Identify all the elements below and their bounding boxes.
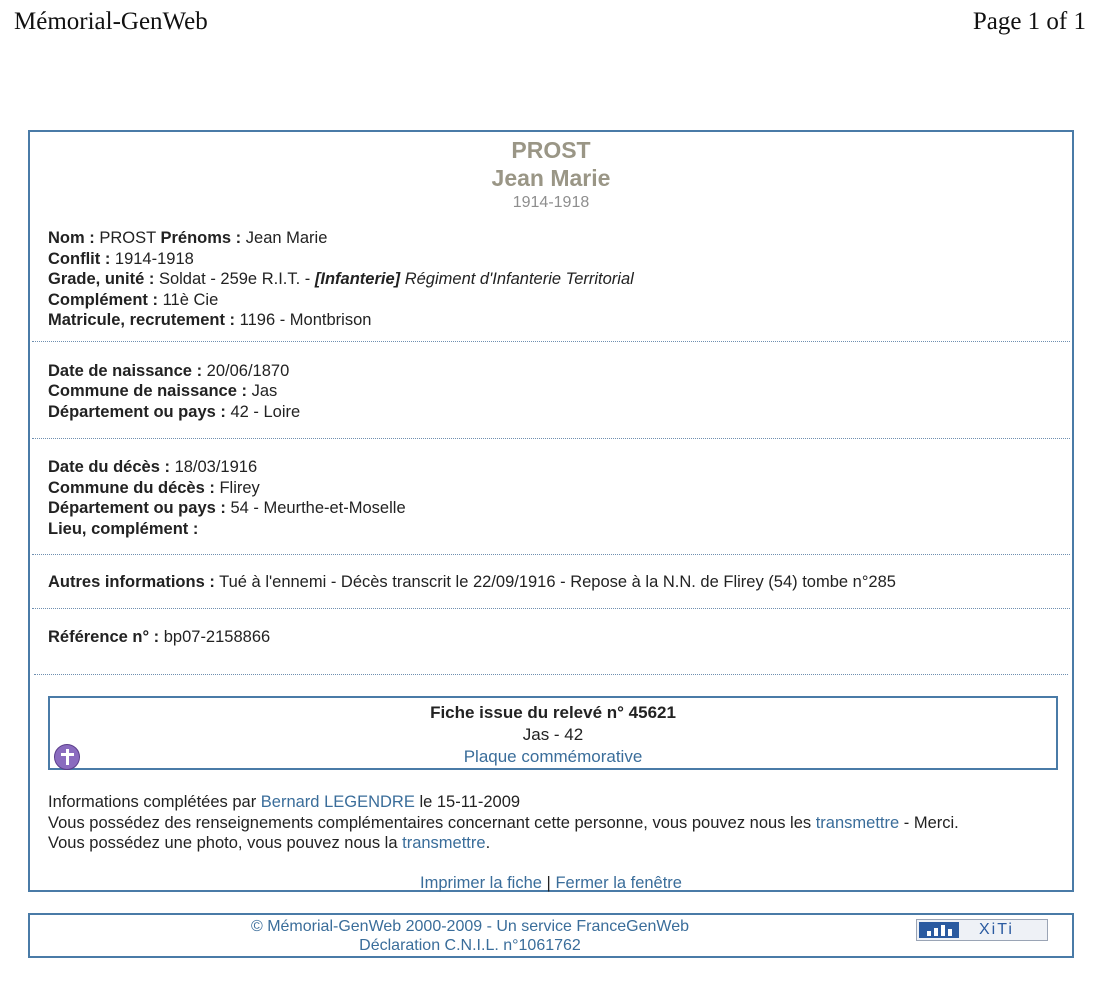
- death-section: [30, 439, 1072, 554]
- death-dept-row: Département ou pays : 54 - Meurthe-et-Moselle: [48, 499, 406, 517]
- prenoms-value: Jean Marie: [245, 229, 328, 247]
- xiti-label: XiTi: [979, 921, 1014, 938]
- unit-label: Régiment d'Infanterie Territorial: [404, 270, 634, 288]
- reference-value: bp07-2158866: [163, 627, 271, 646]
- close-window-link[interactable]: Fermer la fenêtre: [555, 874, 682, 892]
- birth-date-row: Date de naissance : 20/06/1870: [48, 361, 290, 380]
- identity-section: [30, 214, 1072, 341]
- info-block: [48, 792, 959, 854]
- birth-dept-row: Département ou pays : 42 - Loire: [48, 402, 301, 421]
- transmit-photo-row: Vous possédez une photo, vous pouvez nous la transmettre.: [48, 834, 491, 852]
- completed-by-row: Informations complétées par Bernard LEGENDRE le 15-11-2009: [48, 793, 521, 811]
- transmit-photo-link[interactable]: transmettre: [402, 834, 486, 852]
- action-separator: |: [546, 874, 551, 892]
- transmit-info-row: Vous possédez des renseignements complémentaires concernant cette personne, vous pouvez nous les transmettre - Merci.: [48, 813, 959, 832]
- reference-section: Référence n° : bp07-2158866: [48, 627, 271, 646]
- birth-commune-row: Commune de naissance : Jas: [48, 382, 278, 400]
- transmit-info-link[interactable]: transmettre: [815, 813, 900, 832]
- cross-icon: [54, 744, 80, 770]
- releve-title: Fiche issue du relevé n° 45621: [430, 703, 676, 722]
- other-info-text: Tué à l'ennemi - Décès transcrit le 22/09/1916 - Repose à la N.N. de Flirey (54) tombe n°285: [219, 573, 896, 591]
- xiti-badge[interactable]: [916, 919, 1048, 941]
- name-row: Nom : PROST Prénoms : Jean Marie: [48, 229, 328, 247]
- memorial-type-link[interactable]: Plaque commémorative: [463, 747, 643, 766]
- author-link[interactable]: Bernard LEGENDRE: [260, 793, 415, 811]
- site-title: Mémorial-GenWeb: [14, 8, 208, 35]
- actions-bar: [30, 874, 1072, 893]
- matricule-row: Matricule, recrutement : 1196 - Montbrison: [48, 311, 372, 329]
- page-number: Page 1 of 1: [972, 8, 1086, 35]
- death-date-row: Date du décès : 18/03/1916: [48, 458, 258, 476]
- footer-text: [30, 917, 910, 955]
- grade-row: Grade, unité : Soldat - 259e R.I.T. - [Infanterie] Régiment d'Infanterie Territorial: [48, 270, 634, 288]
- arm-label: [Infanterie]: [314, 270, 401, 288]
- record-card: [28, 130, 1074, 892]
- stats-bars-icon: [919, 922, 959, 938]
- given-name-heading: Jean Marie: [491, 165, 611, 191]
- death-commune-row: Commune du décès : Flirey: [48, 478, 260, 497]
- complement-row: Complément : 11è Cie: [48, 290, 219, 309]
- death-place-row: Lieu, complément :: [48, 519, 199, 538]
- divider: [34, 674, 1068, 675]
- copyright-link[interactable]: © Mémorial-GenWeb 2000-2009 - Un service FranceGenWeb: [250, 918, 690, 935]
- print-link[interactable]: Imprimer la fiche: [420, 874, 542, 892]
- conflict-years: 1914-1918: [512, 194, 590, 211]
- cnil-declaration: Déclaration C.N.I.L. n°1061762: [359, 937, 581, 954]
- releve-place: Jas - 42: [522, 725, 584, 744]
- footer: [28, 913, 1074, 958]
- person-title: [30, 132, 1072, 214]
- nom-value: PROST: [99, 229, 156, 247]
- conflict-row: Conflit : 1914-1918: [48, 249, 194, 268]
- other-info-section: Autres informations : Tué à l'ennemi - Décès transcrit le 22/09/1916 - Repose à la N.N. de Flirey (54) tombe n°285: [48, 573, 896, 591]
- releve-box: [48, 696, 1058, 770]
- surname-heading: PROST: [511, 137, 591, 163]
- print-header: [0, 0, 1100, 50]
- birth-section: [30, 342, 1072, 439]
